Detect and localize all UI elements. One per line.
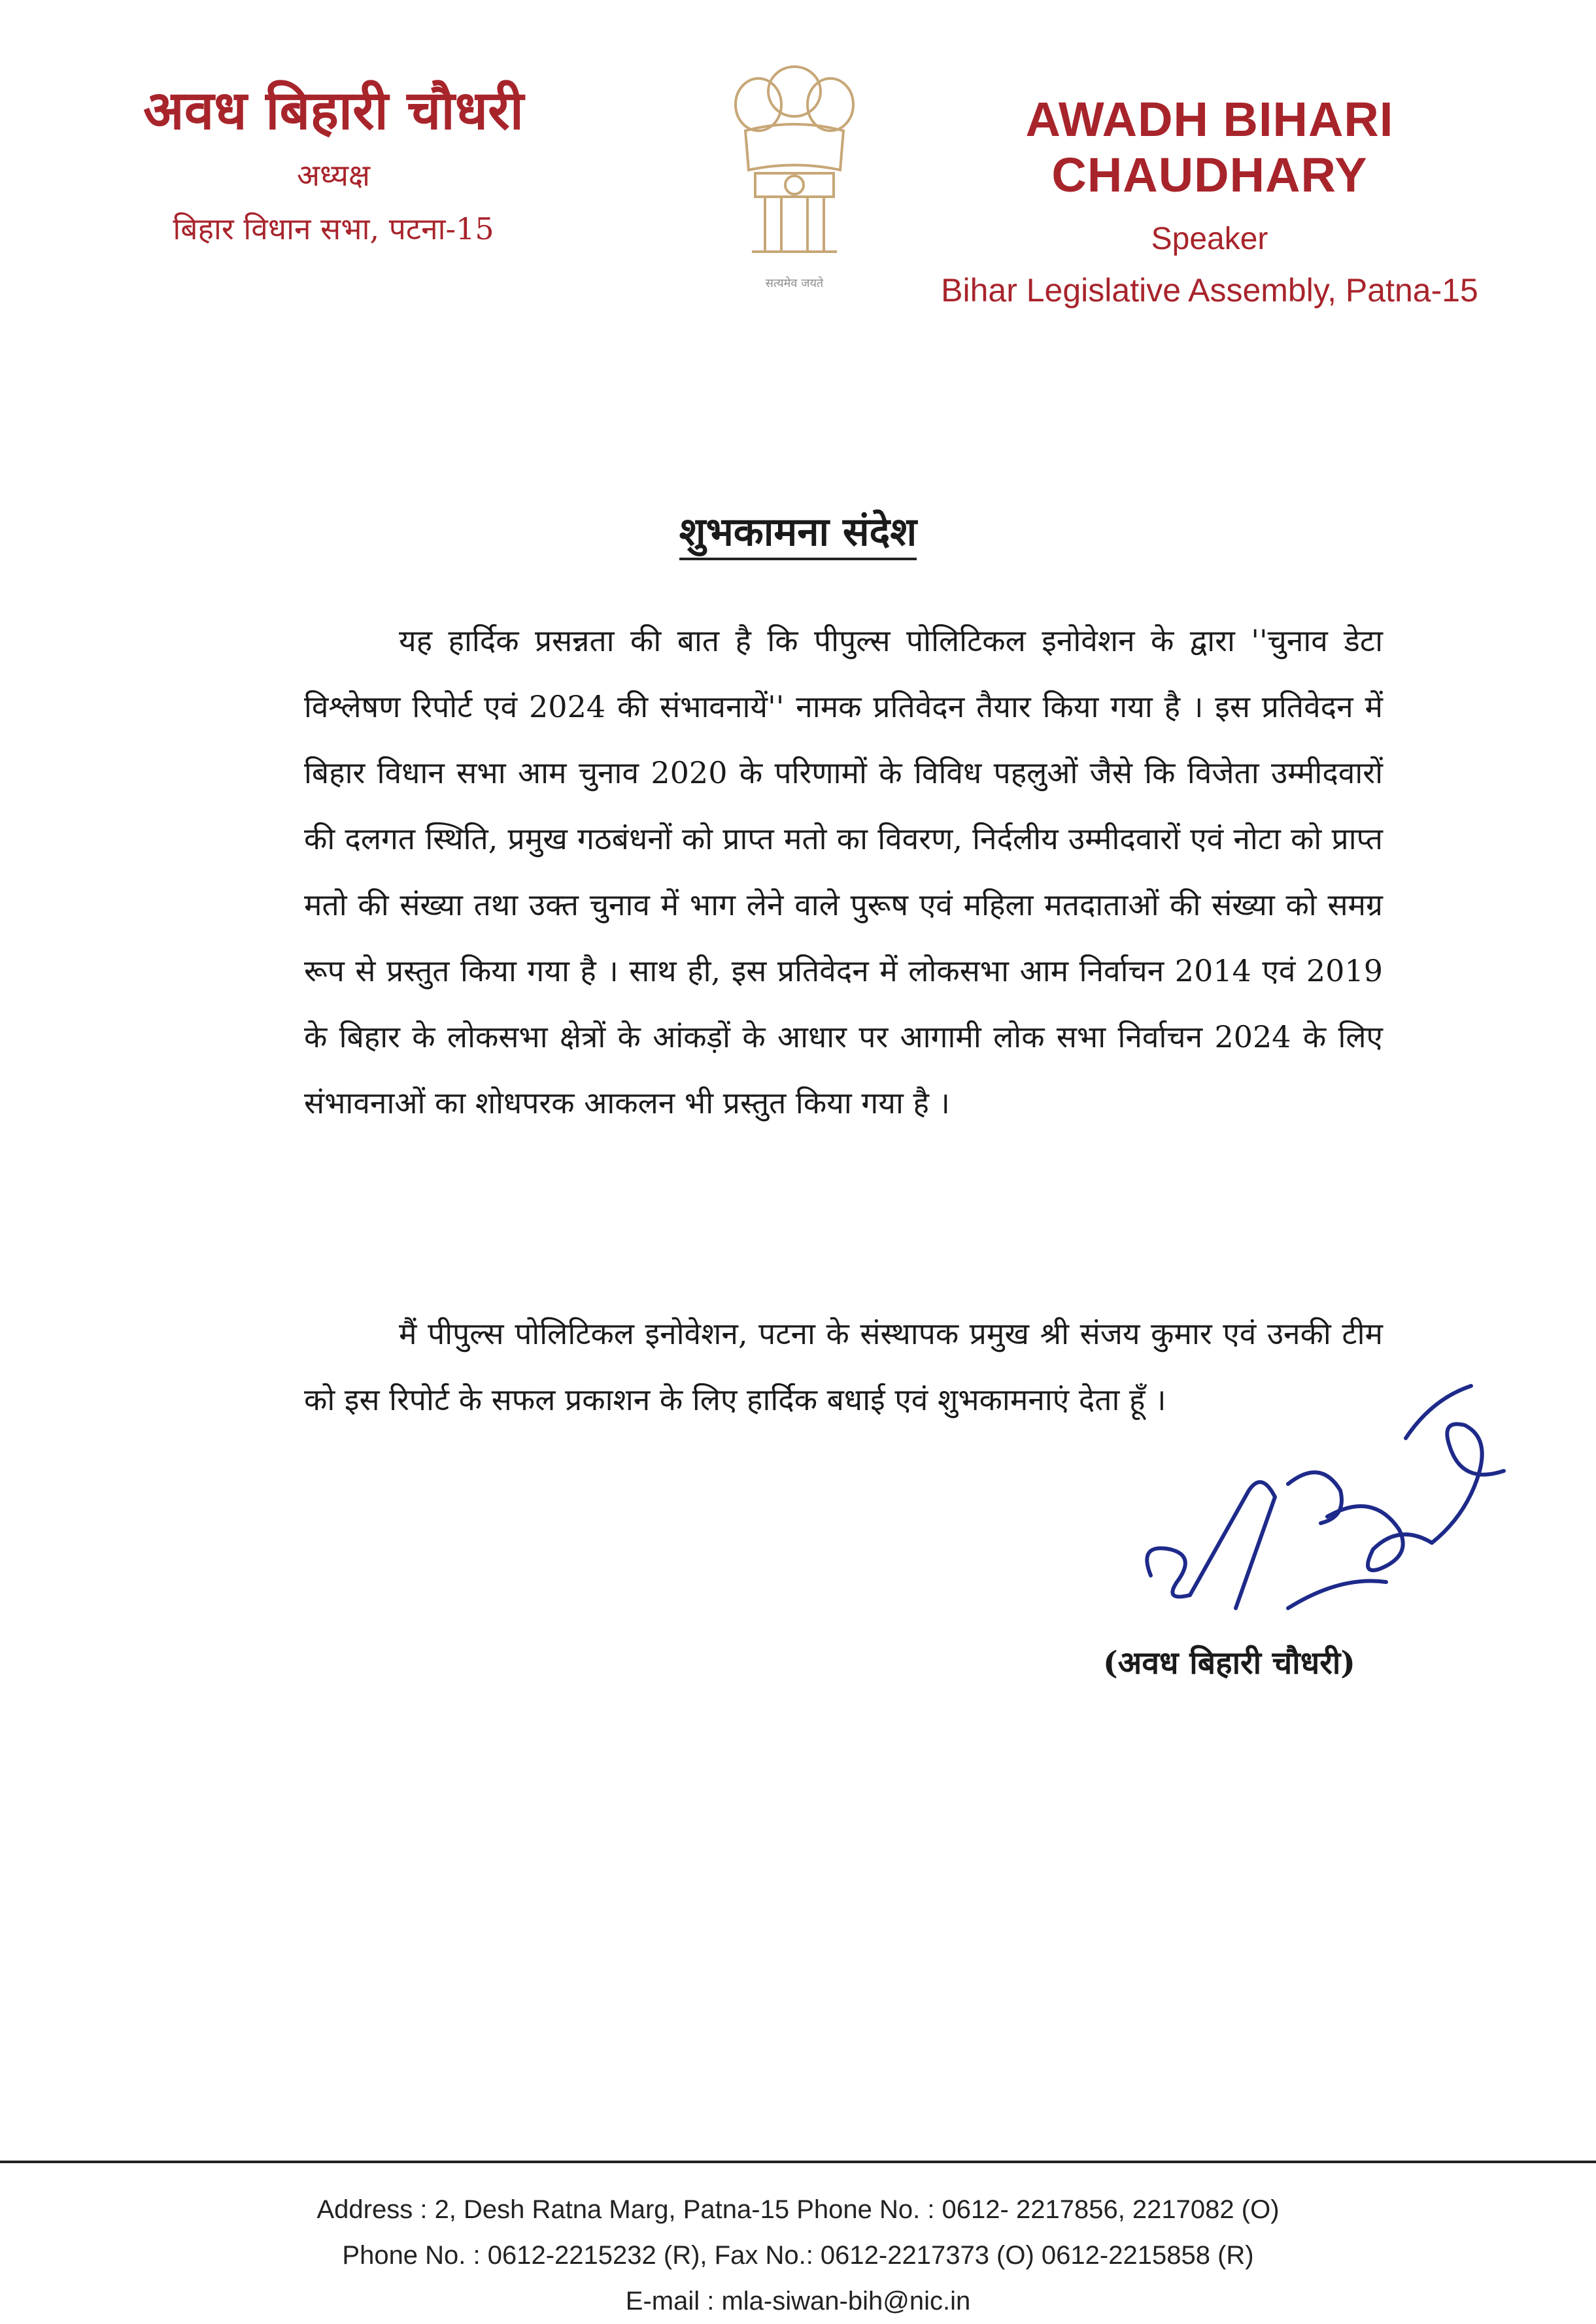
organization-english: Bihar Legislative Assembly, Patna-15 (941, 272, 1478, 309)
letter-heading (0, 503, 1596, 557)
name-english: AWADH BIHARI CHAUDHARY (1025, 92, 1394, 202)
organization-hindi: बिहार विधान सभा, पटना-15 (173, 211, 494, 247)
footer-contact (0, 2187, 1596, 2324)
letterhead-english (902, 92, 1517, 309)
footer-address: Address : 2, Desh Ratna Marg, Patna-15 Phone No. : 0612- 2217856, 2217082 (O) (316, 2195, 1280, 2224)
footer-phone-fax: Phone No. : 0612-2215232 (R), Fax No.: 0612-2217373 (O) 0612-2215858 (R) (342, 2241, 1254, 2270)
footer-divider (0, 2161, 1596, 2163)
paragraph-1 (304, 608, 1383, 1136)
signatory-name: (अवध बिहारी चौधरी) (1102, 1645, 1356, 1681)
paragraph-2-text: मैं पीपुल्स पोलिटिकल इनोवेशन, पटना के संस्थापक प्रमुख श्री संजय कुमार एवं उनकी टीम को इस रिपोर्ट के सफल प्रकाशन के लिए हार्दिक बधाई एवं शुभकामनाएं देता हूँ । (304, 1316, 1383, 1417)
paragraph-1-text: यह हार्दिक प्रसन्नता की बात है कि पीपुल्स पोलिटिकल इनोवेशन के द्वारा ''चुनाव डेटा विश्लेषण रिपोर्ट एवं 2024 की संभावनायें'' नामक प्रतिवेदन तैयार किया गया है । इस प्रतिवेदन में बिहार विधान सभा आम चुनाव 2020 के परिणामों के विविध पहलुओं जैसे कि विजेता उम्मीदवारों की दलगत स्थिति, प्रमुख गठबंधनों को प्राप्त मतो का विवरण, निर्दलीय उम्मीदवारों एवं नोटा को प्राप्त मतो की संख्या तथा उक्त चुनाव में भाग लेने वाले पुरूष एवं महिला मतदाताओं की संख्या को समग्र रूप से प्रस्तुत किया गया है । साथ ही, इस प्रतिवेदन में लोकसभा आम निर्वाचन 2014 एवं 2019 के बिहार के लोकसभा क्षेत्रों के आंकड़ों के आधार पर आगामी लोक सभा निर्वाचन 2024 के लिए संभावनाओं का शोधपरक आकलन भी प्रस्तुत किया गया है । (304, 623, 1383, 1120)
name-hindi: अवध बिहारी चौधरी (143, 79, 524, 142)
letterhead-hindi (78, 78, 588, 248)
heading-text: शुभकामना संदेश (679, 509, 917, 560)
designation-hindi: अध्यक्ष (296, 158, 371, 194)
handwritten-signature (1125, 1360, 1530, 1634)
state-emblem-icon (719, 56, 870, 291)
emblem-motto: सत्यमेव जयते (765, 277, 824, 290)
footer-email: E-mail : mla-siwan-bih@nic.in (625, 2287, 971, 2316)
designation-english: Speaker (1151, 222, 1268, 256)
